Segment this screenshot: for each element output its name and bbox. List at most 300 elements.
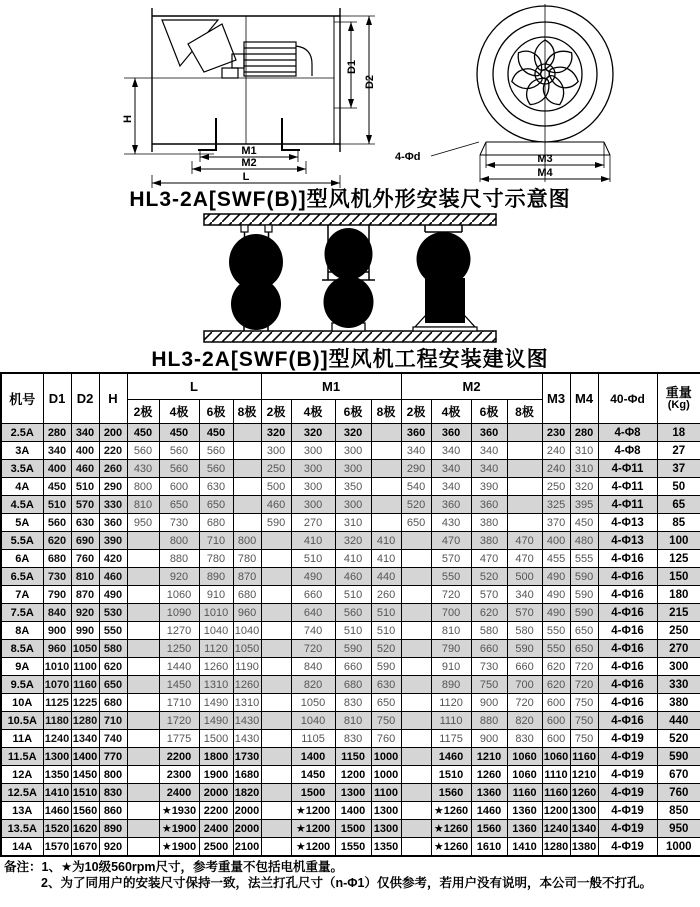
- table-row: [1, 604, 700, 622]
- cell: 510: [335, 622, 371, 640]
- cell: 1400: [71, 748, 99, 766]
- cell: 780: [233, 550, 261, 568]
- cell: [401, 550, 431, 568]
- cell: 590: [335, 640, 371, 658]
- cell: 540: [401, 478, 431, 496]
- cell: 570: [71, 496, 99, 514]
- cell: 550: [542, 640, 570, 658]
- cell: 4-Φ19: [598, 784, 657, 802]
- cell: 4-Φ8: [598, 424, 657, 442]
- cell: [371, 460, 401, 478]
- cell: 590: [657, 748, 700, 766]
- cell: 1460: [43, 802, 71, 820]
- cell: [127, 748, 159, 766]
- cell: 1240: [43, 730, 71, 748]
- cell: 710: [199, 532, 233, 550]
- cell: 4-Φ16: [598, 658, 657, 676]
- cell: 1310: [233, 694, 261, 712]
- cell: 240: [542, 442, 570, 460]
- cell: [507, 496, 542, 514]
- dim-label-m4: M4: [537, 167, 553, 179]
- spec-table-body: [1, 424, 700, 857]
- cell: 400: [71, 442, 99, 460]
- cell: 555: [570, 550, 598, 568]
- cell: 1400: [335, 802, 371, 820]
- cell: 910: [431, 658, 471, 676]
- cell: 1310: [199, 676, 233, 694]
- table-row: [1, 514, 700, 532]
- cell: 7.5A: [1, 604, 43, 622]
- cell: 680: [335, 676, 371, 694]
- cell: 2400: [199, 820, 233, 838]
- cell: 340: [507, 586, 542, 604]
- cell: 1050: [291, 694, 335, 712]
- cell: 1260: [471, 766, 507, 784]
- cell: [401, 766, 431, 784]
- cell: 530: [99, 604, 127, 622]
- cell: 360: [99, 514, 127, 532]
- cell: 510: [371, 604, 401, 622]
- table-row: [1, 838, 700, 857]
- cell: 410: [371, 550, 401, 568]
- cell: 720: [570, 658, 598, 676]
- cell: 1300: [43, 748, 71, 766]
- col-header-h: H: [99, 373, 127, 424]
- cell: 10A: [1, 694, 43, 712]
- cell: 550: [542, 622, 570, 640]
- cell: 1800: [199, 748, 233, 766]
- cell: 590: [507, 640, 542, 658]
- cell: 1160: [71, 676, 99, 694]
- cell: 1560: [71, 802, 99, 820]
- cell: 550: [431, 568, 471, 586]
- cell: 460: [71, 460, 99, 478]
- cell: [401, 784, 431, 802]
- pole-header: 6极: [471, 400, 507, 424]
- cell: 880: [159, 550, 199, 568]
- cell: ★1200: [291, 802, 335, 820]
- cell: 1350: [371, 838, 401, 857]
- table-row: [1, 460, 700, 478]
- cell: 460: [99, 568, 127, 586]
- cell: [261, 676, 291, 694]
- cell: 640: [291, 604, 335, 622]
- cell: 560: [199, 460, 233, 478]
- cell: 1300: [570, 802, 598, 820]
- cell: 910: [199, 586, 233, 604]
- cell: 500: [507, 568, 542, 586]
- cell: 250: [261, 460, 291, 478]
- cell: 730: [43, 568, 71, 586]
- floor-bar: [204, 331, 496, 342]
- cell: 1040: [291, 712, 335, 730]
- fan-unit-floor-stand: [324, 276, 374, 331]
- cell: 880: [471, 712, 507, 730]
- cell: 920: [71, 604, 99, 622]
- cell: [401, 532, 431, 550]
- cell: 260: [99, 460, 127, 478]
- weight-label: 重量: [665, 384, 692, 400]
- cell: [401, 802, 431, 820]
- cell: 1100: [371, 784, 401, 802]
- table-row: [1, 730, 700, 748]
- cell: 730: [471, 658, 507, 676]
- cell: 710: [99, 712, 127, 730]
- cell: 490: [542, 568, 570, 586]
- cell: [401, 694, 431, 712]
- cell: [261, 784, 291, 802]
- cell: 810: [335, 712, 371, 730]
- cell: [507, 424, 542, 442]
- cell: 490: [542, 586, 570, 604]
- cell: 480: [570, 532, 598, 550]
- cell: 310: [570, 442, 598, 460]
- cell: 37: [657, 460, 700, 478]
- cell: 1490: [199, 712, 233, 730]
- cell: 470: [507, 532, 542, 550]
- pole-header: 6极: [335, 400, 371, 424]
- cell: 1150: [335, 748, 371, 766]
- cell: 360: [431, 496, 471, 514]
- cell: 230: [542, 424, 570, 442]
- cell: 10.5A: [1, 712, 43, 730]
- cell: 430: [127, 460, 159, 478]
- cell: 1450: [291, 766, 335, 784]
- cell: 630: [199, 478, 233, 496]
- table-row: [1, 532, 700, 550]
- cell: 3A: [1, 442, 43, 460]
- cell: 1120: [431, 694, 471, 712]
- cell: [507, 478, 542, 496]
- cell: 490: [99, 586, 127, 604]
- cell: 740: [291, 622, 335, 640]
- pole-header: 2极: [261, 400, 291, 424]
- cell: [371, 478, 401, 496]
- cell: 830: [335, 730, 371, 748]
- cell: 290: [99, 478, 127, 496]
- cell: 830: [507, 730, 542, 748]
- fan-unit-floor-duct: [413, 278, 477, 331]
- cell: 5A: [1, 514, 43, 532]
- cell: 13A: [1, 802, 43, 820]
- cell: 270: [657, 640, 700, 658]
- cell: 620: [99, 658, 127, 676]
- cell: 340: [401, 442, 431, 460]
- cell: 1160: [570, 748, 598, 766]
- cell: 1450: [159, 676, 199, 694]
- table-row: [1, 784, 700, 802]
- cell: 950: [657, 820, 700, 838]
- col-header-d1: D1: [43, 373, 71, 424]
- cell: 300: [335, 496, 371, 514]
- cell: 390: [99, 532, 127, 550]
- cell: 280: [43, 424, 71, 442]
- table-row: [1, 424, 700, 442]
- cell: 300: [291, 478, 335, 496]
- cell: 1120: [199, 640, 233, 658]
- cell: 510: [291, 550, 335, 568]
- table-row: [1, 640, 700, 658]
- cell: [127, 640, 159, 658]
- cell: 340: [431, 478, 471, 496]
- cell: 1500: [199, 730, 233, 748]
- cell: [507, 514, 542, 532]
- cell: 310: [335, 514, 371, 532]
- cell: 1410: [507, 838, 542, 857]
- cell: 300: [261, 442, 291, 460]
- cell: 620: [471, 604, 507, 622]
- dim-label-h: H: [122, 115, 134, 123]
- cell: 2000: [199, 784, 233, 802]
- cell: 1180: [43, 712, 71, 730]
- cell: 1350: [43, 766, 71, 784]
- cell: 810: [71, 568, 99, 586]
- cell: 1175: [431, 730, 471, 748]
- cell: 460: [335, 568, 371, 586]
- cell: 150: [657, 568, 700, 586]
- pole-header: 8极: [507, 400, 542, 424]
- cell: 1240: [542, 820, 570, 838]
- cell: 1680: [233, 766, 261, 784]
- cell: 1570: [43, 838, 71, 857]
- cell: 370: [542, 514, 570, 532]
- cell: 550: [99, 622, 127, 640]
- cell: [127, 712, 159, 730]
- cell: 800: [233, 532, 261, 550]
- cell: 790: [431, 640, 471, 658]
- cell: 700: [431, 604, 471, 622]
- cell: [261, 550, 291, 568]
- cell: 900: [43, 622, 71, 640]
- cell: [371, 442, 401, 460]
- pole-header: 4极: [431, 400, 471, 424]
- cell: 620: [43, 532, 71, 550]
- cell: 1300: [371, 802, 401, 820]
- cell: [127, 766, 159, 784]
- cell: 1610: [471, 838, 507, 857]
- cell: 830: [335, 694, 371, 712]
- cell: 4-Φ8: [598, 442, 657, 460]
- cell: 1125: [43, 694, 71, 712]
- cell: 510: [43, 496, 71, 514]
- cell: 1900: [199, 766, 233, 784]
- cell: 1250: [159, 640, 199, 658]
- cell: 560: [159, 460, 199, 478]
- cell: [233, 442, 261, 460]
- cell: 1260: [199, 658, 233, 676]
- cell: 300: [335, 460, 371, 478]
- cell: 360: [471, 424, 507, 442]
- cell: 1500: [291, 784, 335, 802]
- cell: 340: [471, 442, 507, 460]
- cell: 870: [71, 586, 99, 604]
- cell: 1300: [371, 820, 401, 838]
- cell: 760: [657, 784, 700, 802]
- dim-label-m1: M1: [241, 145, 257, 157]
- cell: 4-Φ16: [598, 694, 657, 712]
- cell: ★1260: [431, 802, 471, 820]
- table-row: [1, 676, 700, 694]
- cell: 1060: [159, 586, 199, 604]
- cell: 8.5A: [1, 640, 43, 658]
- cell: 4-Φ16: [598, 622, 657, 640]
- dim-label-m3: M3: [537, 153, 553, 165]
- cell: 250: [657, 622, 700, 640]
- fan-unit-hanging-frame: [322, 225, 375, 280]
- cell: 460: [261, 496, 291, 514]
- fan-unit-floor-simple: [231, 278, 281, 331]
- cell: 1360: [507, 820, 542, 838]
- cell: 1100: [71, 658, 99, 676]
- cell: [401, 838, 431, 857]
- cell: 1560: [471, 820, 507, 838]
- cell: 5.5A: [1, 532, 43, 550]
- cell: 600: [542, 712, 570, 730]
- cell: 630: [371, 676, 401, 694]
- cell: [127, 550, 159, 568]
- cell: 960: [43, 640, 71, 658]
- col-header-model: 机号: [1, 373, 43, 424]
- cell: 1050: [71, 640, 99, 658]
- cell: 13.5A: [1, 820, 43, 838]
- cell: 1200: [542, 802, 570, 820]
- footnote-2: [4, 875, 698, 891]
- col-group-l: L: [127, 373, 261, 400]
- table-row: [1, 478, 700, 496]
- cell: 700: [507, 676, 542, 694]
- cell: 125: [657, 550, 700, 568]
- cell: 750: [570, 694, 598, 712]
- cell: 450: [43, 478, 71, 496]
- cell: 6A: [1, 550, 43, 568]
- cell: 1000: [371, 766, 401, 784]
- cell: 590: [570, 568, 598, 586]
- cell: [261, 658, 291, 676]
- cell: 380: [471, 514, 507, 532]
- weight-unit: (Kg): [667, 398, 690, 411]
- cell: 1400: [291, 748, 335, 766]
- cell: 4A: [1, 478, 43, 496]
- cell: [401, 748, 431, 766]
- cell: 4-Φ16: [598, 586, 657, 604]
- col-header-holes: 40-Φd: [598, 373, 657, 424]
- cell: 360: [401, 424, 431, 442]
- footnotes: [4, 859, 698, 892]
- cell: 65: [657, 496, 700, 514]
- cell: 1550: [335, 838, 371, 857]
- cell: 1110: [431, 712, 471, 730]
- cell: 800: [127, 478, 159, 496]
- cell: 410: [335, 550, 371, 568]
- cell: 680: [199, 514, 233, 532]
- cell: 1450: [71, 766, 99, 784]
- cell: 1280: [71, 712, 99, 730]
- cell: 720: [291, 640, 335, 658]
- cell: 650: [99, 676, 127, 694]
- cell: 780: [199, 550, 233, 568]
- col-header-m4: M4: [570, 373, 598, 424]
- cell: 360: [431, 424, 471, 442]
- cell: [261, 640, 291, 658]
- cell: 340: [471, 460, 507, 478]
- cell: 890: [199, 568, 233, 586]
- cell: 390: [471, 478, 507, 496]
- cell: [261, 532, 291, 550]
- cell: [127, 694, 159, 712]
- cell: 1820: [233, 784, 261, 802]
- cell: ★1260: [431, 838, 471, 857]
- table-row: [1, 550, 700, 568]
- cell: 4-Φ11: [598, 478, 657, 496]
- cell: 920: [159, 568, 199, 586]
- table-row: [1, 748, 700, 766]
- cell: [371, 424, 401, 442]
- cell: 4-Φ16: [598, 568, 657, 586]
- cell: [507, 442, 542, 460]
- cell: 4-Φ19: [598, 820, 657, 838]
- cell: 670: [657, 766, 700, 784]
- cell: 990: [71, 622, 99, 640]
- cell: 1520: [43, 820, 71, 838]
- cell: 1360: [507, 802, 542, 820]
- cell: 650: [159, 496, 199, 514]
- cell: 600: [542, 694, 570, 712]
- cell: 300: [335, 442, 371, 460]
- cell: [233, 424, 261, 442]
- cell: 1730: [233, 748, 261, 766]
- cell: 590: [371, 658, 401, 676]
- cell: 600: [159, 478, 199, 496]
- cell: 410: [291, 532, 335, 550]
- cell: [507, 460, 542, 478]
- cell: 570: [471, 586, 507, 604]
- cell: 410: [371, 532, 401, 550]
- cell: 340: [71, 424, 99, 442]
- cell: 1510: [71, 784, 99, 802]
- cell: [261, 802, 291, 820]
- table-row: [1, 802, 700, 820]
- cell: [261, 766, 291, 784]
- cell: [401, 604, 431, 622]
- cell: 470: [431, 532, 471, 550]
- cell: 360: [471, 496, 507, 514]
- cell: 85: [657, 514, 700, 532]
- installation-drawing-title: HL3-2A[SWF(B)]型风机工程安装建议图: [151, 348, 549, 371]
- cell: 1510: [431, 766, 471, 784]
- col-group-m1: M1: [261, 373, 401, 400]
- cell: 470: [471, 550, 507, 568]
- cell: 12.5A: [1, 784, 43, 802]
- cell: 750: [570, 730, 598, 748]
- cell: 520: [401, 496, 431, 514]
- cell: [401, 640, 431, 658]
- cell: 180: [657, 586, 700, 604]
- cell: 340: [43, 442, 71, 460]
- cell: 740: [99, 730, 127, 748]
- cell: 310: [570, 460, 598, 478]
- cell: 4-Φ16: [598, 712, 657, 730]
- cell: 4-Φ19: [598, 766, 657, 784]
- cell: 650: [570, 622, 598, 640]
- cell: 2500: [199, 838, 233, 857]
- table-row: [1, 622, 700, 640]
- table-row: [1, 820, 700, 838]
- cell: 660: [471, 640, 507, 658]
- cell: 580: [99, 640, 127, 658]
- cell: 300: [291, 442, 335, 460]
- cell: 1090: [159, 604, 199, 622]
- cell: [233, 478, 261, 496]
